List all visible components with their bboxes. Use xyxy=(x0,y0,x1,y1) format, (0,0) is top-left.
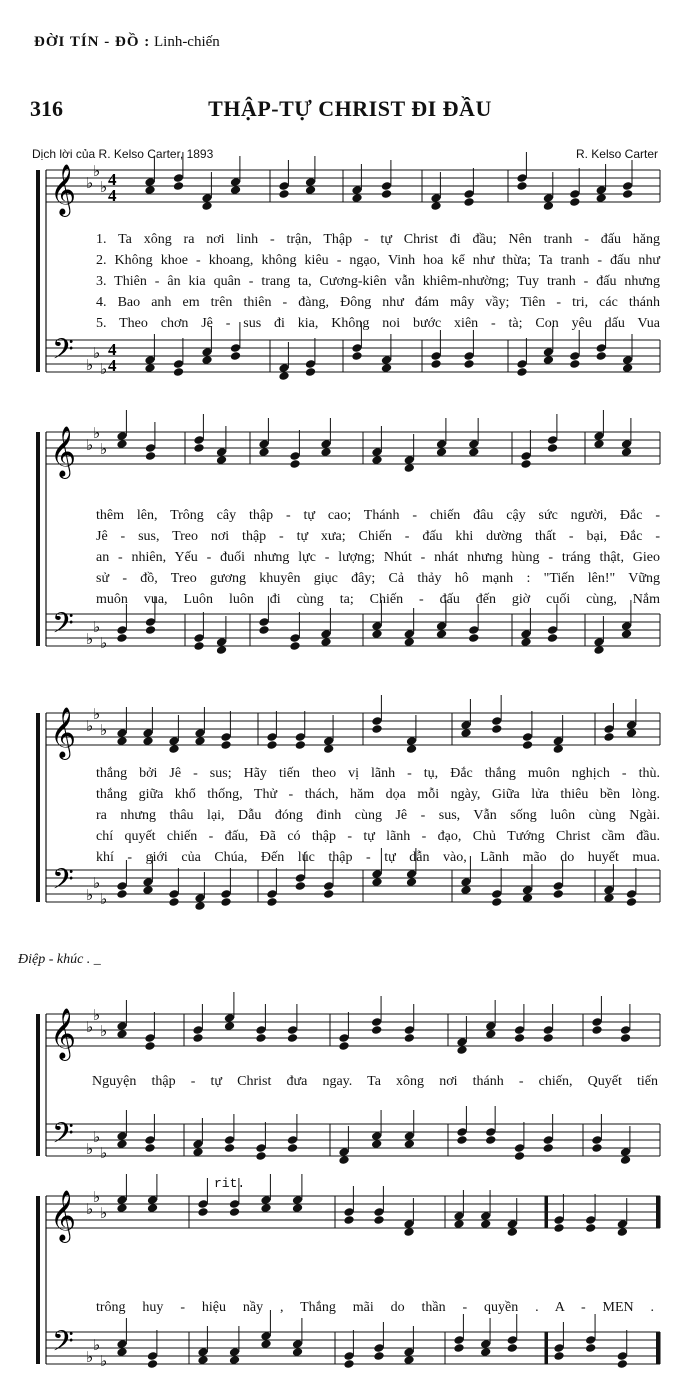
note-head xyxy=(520,459,531,469)
note-head xyxy=(305,367,316,377)
note-head xyxy=(569,197,580,207)
flat-icon: ♭ xyxy=(86,356,94,374)
flat-icon: ♭ xyxy=(100,721,108,739)
lyric-line: trông huy - hiệu nầy , Thắng mãi do thần - quyền . A - MEN . xyxy=(96,1300,654,1315)
lyric-line: khí - giới của Chúa, Đến lúc thập - tự dẫn vào, Lãnh mão do huyết mua. xyxy=(96,850,660,865)
note-head xyxy=(595,351,606,361)
note-head xyxy=(463,359,474,369)
time-signature-digit: 4 xyxy=(108,186,117,205)
composer-credit: R. Kelso Carter xyxy=(575,147,658,161)
note-head xyxy=(289,459,300,469)
system-bracket xyxy=(36,170,40,372)
note-head xyxy=(258,625,269,635)
note-head xyxy=(116,633,127,643)
note-head xyxy=(147,1359,158,1369)
note-head xyxy=(197,1207,208,1217)
flat-icon: ♭ xyxy=(100,634,108,652)
note-head xyxy=(569,359,580,369)
note-head xyxy=(168,897,179,907)
note-head xyxy=(173,181,184,191)
flat-icon: ♭ xyxy=(86,436,94,454)
lyric-line: 5. Theo chơn Jê - sus đi kia, Không noi bước xiên - tà; Con yêu dấu Vua xyxy=(96,316,660,331)
note-head xyxy=(553,889,564,899)
note-head xyxy=(553,1223,564,1233)
bass-clef-icon: 𝄢 xyxy=(52,333,74,373)
note-head xyxy=(585,1223,596,1233)
note-head xyxy=(116,889,127,899)
note-head xyxy=(323,889,334,899)
note-head xyxy=(491,897,502,907)
flat-icon: ♭ xyxy=(93,1128,101,1146)
note-head xyxy=(591,1143,602,1153)
note-head xyxy=(289,641,300,651)
note-head xyxy=(278,189,289,199)
flat-icon: ♭ xyxy=(93,344,101,362)
note-head xyxy=(491,724,502,734)
note-head xyxy=(224,1143,235,1153)
note-head xyxy=(144,1143,155,1153)
note-head xyxy=(553,1351,564,1361)
flat-icon: ♭ xyxy=(93,1336,101,1354)
note-head xyxy=(543,1033,554,1043)
note-head xyxy=(603,732,614,742)
note-head xyxy=(453,1343,464,1353)
note-head xyxy=(371,724,382,734)
note-head xyxy=(193,641,204,651)
flat-icon: ♭ xyxy=(86,1018,94,1036)
treble-clef-icon: 𝄞 xyxy=(50,164,77,215)
treble-clef-icon: 𝄞 xyxy=(50,707,77,758)
note-head xyxy=(591,1025,602,1035)
flat-icon: ♭ xyxy=(93,162,101,180)
chorus-label: Điệp - khúc . _ xyxy=(18,952,101,967)
note-head xyxy=(485,1135,496,1145)
lyric-line: an - nhiên, Yếu - đuối nhưng lực - lượng; Nhút - nhát nhưng hùng - tráng thật, Gieo xyxy=(96,550,660,565)
system-bracket xyxy=(36,713,40,902)
note-head xyxy=(220,740,231,750)
note-head xyxy=(585,1343,596,1353)
note-head xyxy=(145,625,156,635)
note-head xyxy=(229,1207,240,1217)
double-bar xyxy=(545,1332,548,1364)
system-bracket xyxy=(36,432,40,646)
flat-icon: ♭ xyxy=(100,1022,108,1040)
lyric-line: 2. Không khoe - khoang, không kiêu - ngạo, Vinh hoa kể như thừa; Ta tranh - đấu như xyxy=(96,253,660,268)
final-bar xyxy=(656,1332,660,1364)
lyric-line: thắng bởi Jê - sus; Hãy tiến theo vị lãnh - tụ, Đắc thắng muôn nghịch - thù. xyxy=(96,766,660,781)
flat-icon: ♭ xyxy=(86,886,94,904)
note-head xyxy=(287,1143,298,1153)
system-bracket xyxy=(36,1196,40,1364)
flat-icon: ♭ xyxy=(93,705,101,723)
flat-icon: ♭ xyxy=(86,630,94,648)
hymn-title: THẬP-TỰ CHRIST ĐI ĐẦU xyxy=(208,96,492,121)
note-head xyxy=(620,1033,631,1043)
note-head xyxy=(373,1215,384,1225)
note-head xyxy=(463,197,474,207)
note-head xyxy=(622,189,633,199)
double-bar xyxy=(545,1196,548,1228)
note-head xyxy=(617,1359,628,1369)
flat-icon: ♭ xyxy=(93,618,101,636)
flat-icon: ♭ xyxy=(93,1006,101,1024)
note-head xyxy=(144,1041,155,1051)
note-head xyxy=(516,367,527,377)
note-head xyxy=(230,351,241,361)
note-head xyxy=(220,897,231,907)
lyric-line: sử - đồ, Treo gương khuyên giục đây; Cả thảy hô mạnh : "Tiến lên!" Vững xyxy=(96,571,660,586)
system-bracket xyxy=(36,1014,40,1156)
flat-icon: ♭ xyxy=(86,174,94,192)
book-name: ĐỜI TÍN - ĐỒ : xyxy=(34,34,151,50)
note-head xyxy=(295,881,306,891)
ritardando-marking: rit. xyxy=(214,1176,246,1191)
flat-icon: ♭ xyxy=(86,1200,94,1218)
lyric-line: thêm lên, Trông cây thập - tự cao; Thánh - chiến đâu cậy sức người, Đắc - xyxy=(96,508,660,523)
lyric-line: muôn vua, Luôn luôn đi cùng ta; Chiến - đấu đến giờ cuối cùng, Nắm xyxy=(96,592,660,607)
bass-clef-icon: 𝄢 xyxy=(52,1117,74,1157)
note-head xyxy=(507,1343,518,1353)
flat-icon: ♭ xyxy=(100,1204,108,1222)
treble-clef-icon: 𝄞 xyxy=(50,1008,77,1059)
note-head xyxy=(371,1025,382,1035)
lyric-line: ra nhưng thâu lại, Dẫu đóng đinh cùng Jê - sus, Vẫn sống luôn cùng Ngài. xyxy=(96,808,660,823)
lyric-line: 4. Bao anh em trên thiên - đàng, Đông như đám mây vầy; Tiên - tri, các thánh xyxy=(96,295,660,310)
lyric-line: Nguyện thập - tự Christ đưa ngay. Ta xông nơi thánh - chiến, Quyết tiến xyxy=(92,1074,658,1089)
lyric-line: thắng giữa khổ thống, Thử - thách, hăm dọa mỗi ngày, Giữa lửa thiêu bền lòng. xyxy=(96,787,660,802)
section-name: Linh-chiến xyxy=(153,34,220,50)
flat-icon: ♭ xyxy=(86,717,94,735)
time-signature-digit: 4 xyxy=(108,170,117,189)
flat-icon: ♭ xyxy=(86,1140,94,1158)
flat-icon: ♭ xyxy=(100,1352,108,1370)
lyric-line: 1. Ta xông ra nơi linh - trận, Thập - tự Christ đi đầu; Nên tranh - đấu hăng xyxy=(96,232,660,247)
bass-clef-icon: 𝄢 xyxy=(52,863,74,903)
note-head xyxy=(404,1033,415,1043)
note-head xyxy=(287,1033,298,1043)
note-head xyxy=(547,443,558,453)
note-head xyxy=(343,1359,354,1369)
note-head xyxy=(522,740,533,750)
note-head xyxy=(192,1033,203,1043)
flat-icon: ♭ xyxy=(86,1348,94,1366)
note-head xyxy=(516,181,527,191)
note-head xyxy=(266,897,277,907)
note-head xyxy=(343,1215,354,1225)
note-head xyxy=(373,1351,384,1361)
time-signature-digit: 4 xyxy=(108,356,117,375)
note-head xyxy=(255,1033,266,1043)
flat-icon: ♭ xyxy=(93,1188,101,1206)
note-head xyxy=(266,740,277,750)
flat-icon: ♭ xyxy=(100,440,108,458)
note-head xyxy=(145,451,156,461)
flat-icon: ♭ xyxy=(93,424,101,442)
treble-clef-icon: 𝄞 xyxy=(50,1190,77,1241)
lyric-line: 3. Thiên - ân kia quân - trang ta, Cương-kiên vẫn khiêm-nhường; Tuy tranh - đấu nhưng xyxy=(96,274,660,289)
note-head xyxy=(626,897,637,907)
final-bar xyxy=(656,1196,660,1228)
note-head xyxy=(547,633,558,643)
note-head xyxy=(456,1135,467,1145)
flat-icon: ♭ xyxy=(100,890,108,908)
note-head xyxy=(514,1033,525,1043)
time-signature-digit: 4 xyxy=(108,340,117,359)
note-head xyxy=(193,443,204,453)
translator-credit: Dịch lời của R. Kelso Carter, 1893 xyxy=(32,147,214,161)
note-head xyxy=(173,367,184,377)
note-head xyxy=(468,633,479,643)
note-head xyxy=(430,359,441,369)
lyric-line: Jê - sus, Treo nơi thập - tự xưa; Chiến - đấu khi dường thất - bại, Đắc - xyxy=(96,529,660,544)
flat-icon: ♭ xyxy=(100,178,108,196)
flat-icon: ♭ xyxy=(93,874,101,892)
note-head xyxy=(255,1151,266,1161)
bass-clef-icon: 𝄢 xyxy=(52,607,74,647)
bass-clef-icon: 𝄢 xyxy=(52,1325,74,1365)
note-head xyxy=(514,1151,525,1161)
flat-icon: ♭ xyxy=(100,1144,108,1162)
note-head xyxy=(351,351,362,361)
note-head xyxy=(295,740,306,750)
lyric-line: chí quyết chiến - đấu, Đã có thập - tự lãnh - đạo, Chủ Tướng Christ cầm đầu. xyxy=(96,829,660,844)
note-head xyxy=(543,1143,554,1153)
note-head xyxy=(381,189,392,199)
note-head xyxy=(338,1041,349,1051)
flat-icon: ♭ xyxy=(100,360,108,378)
hymn-number: 316 xyxy=(30,96,63,121)
treble-clef-icon: 𝄞 xyxy=(50,426,77,477)
